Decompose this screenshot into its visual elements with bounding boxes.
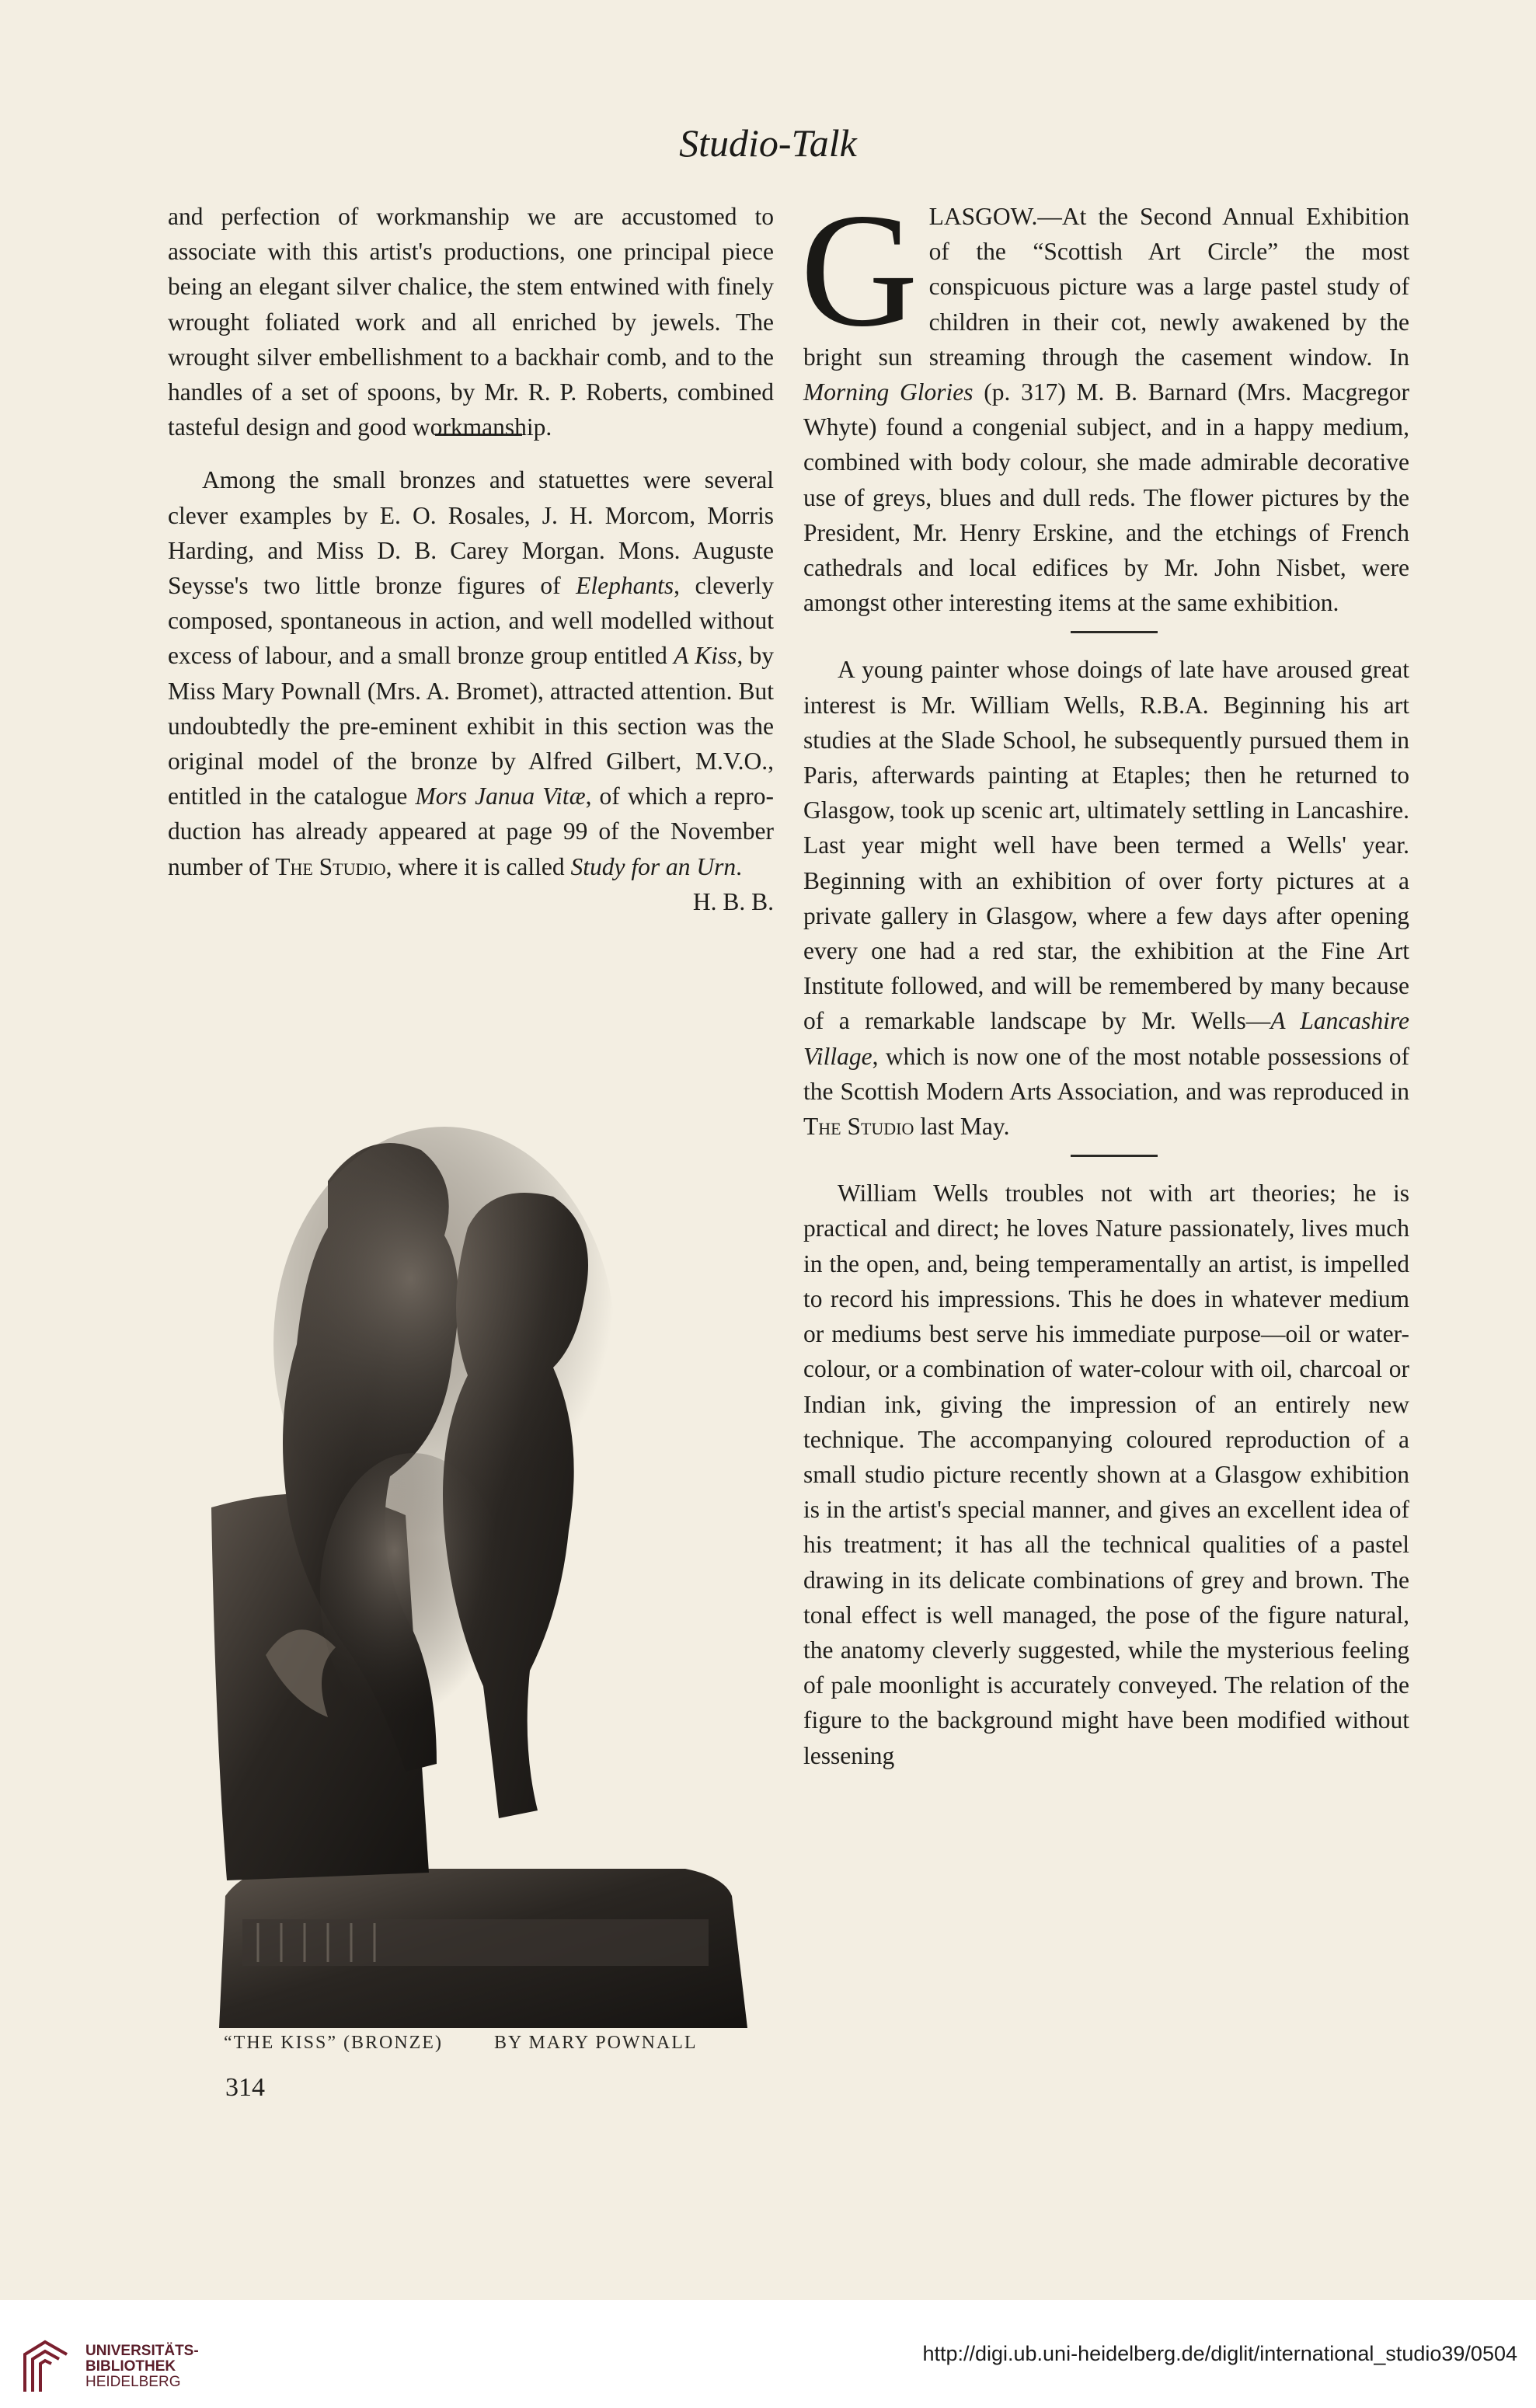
paragraph-glasgow-exhibition [800, 180, 1409, 620]
text-run: , where it is called [385, 852, 571, 880]
text-run: , cleverly composed, spontaneous in action, and well modelled without excess of labour, and a small bronze group entitled [168, 572, 774, 670]
caption-title: “THE KISS” (BRONZE) [224, 2033, 443, 2053]
title-study-for-an-urn: Study for an Urn [570, 852, 737, 880]
text-run: , by Miss Mary Pownall (Mrs. A. Bromet), attracted attention. But undoubtedly the pre-eminent exhibit in this section was the original model of the bronze by Alfred Gilbert, M.V.O., entitled in the catalogue [168, 642, 775, 810]
title-morning-glories: Morning Glories [803, 378, 973, 406]
paragraph-william-wells [803, 652, 1409, 1144]
base-molding [242, 1919, 709, 1966]
text-run: , of which a reproduction has already appeared at page 99 of the November number of [168, 782, 774, 880]
section-divider [1071, 631, 1158, 633]
library-name [85, 2344, 199, 2390]
text-run: last May. [914, 1113, 1010, 1141]
permalink-url[interactable]: http://digi.ub.uni-heidelberg.de/diglit/international_studio39/0504 [922, 2342, 1517, 2365]
paragraph-metalwork: and perfection of workmanship we are accustomed to associate with this artist's productions, one principal piece being an elegant silver chalice, the stem entwined with finely wrought foliated work and all enriched by jewels. The wrought silver embellishment to a backhair comb, and to the handles of a set of spoons, by Mr. R. P. Roberts, combined tasteful design and good workmanship. [168, 203, 774, 441]
sculpture-highlight [320, 1453, 507, 1733]
section-divider [1071, 1155, 1158, 1157]
title-elephants: Elephants [576, 572, 674, 600]
title-a-lancashire-village: A Lancashire Village [803, 1007, 1409, 1070]
magazine-name: The Studio [803, 1113, 914, 1141]
author-signature: H. B. B. [692, 887, 774, 915]
library-name-line: HEIDELBERG [85, 2374, 181, 2390]
running-head: Studio-Talk [679, 121, 857, 165]
caption-artist: BY MARY POWNALL [494, 2033, 698, 2053]
figure-caption [224, 2033, 783, 2054]
paragraph-bronzes [168, 462, 775, 915]
drop-cap: G [800, 180, 918, 361]
title-a-kiss: A Kiss [674, 642, 737, 670]
page-number: 314 [225, 2073, 265, 2102]
text-run: . [736, 852, 743, 880]
text-run: (p. 317) M. B. Barnard (Mrs. Macgregor Whyte) found a congenial subject, and in a happy medium, combined with body colour, she made admirable decorative use of greys, blues and dull reds. The flower pictures by the President, Mr. Henry Erskine, and the etchings of French cathedrals and local edifices by Mr. John Nisbet, were amongst other interesting items at the same exhibition. [803, 378, 1409, 617]
magazine-name: The Studio [275, 852, 386, 880]
library-name-line: BIBLIOTHEK [85, 2358, 176, 2375]
text-run: , which is now one of the most notable possessions of the Scottish Modern Arts Association, and was reproduced in [803, 1042, 1409, 1105]
paragraph-wells-technique: William Wells troubles not with art theories; he is practical and direct; he loves Nature passionately, lives much in the open, and, being temperamentally an artist, is impelled to record his impressions. This he does in whatever medium or mediums best serve his immediate purpose—oil or water-colour, or a combination of water-colour with oil, charcoal or Indian ink, giving the impression of an entirely new technique. The accompanying coloured reproduction of a small studio picture recently shown at a Glasgow exhibition is in the artist's special manner, and gives an excellent idea of his treatment; it has all the technical qualities of a pastel drawing in its delicate combinations of grey and brown. The tonal effect is well managed, the pose of the figure natural, the anatomy cleverly suggested, while the mysterious feeling of pale moonlight is accurately conveyed. The relation of the figure to the background might have been modified without lessening [803, 1180, 1409, 1769]
right-column [800, 180, 1409, 1773]
text-run: Among the small bronzes and statuettes were several clever examples by E. O. Rosales, J. H. Morcom, Morris Harding, and Miss D. B. Carey Morgan. Mons. Auguste Seysse's two little bronze figures of [168, 466, 774, 600]
text-run: A young painter whose doings of late have aroused great interest is Mr. William Wells, R.B.A. Beginning his art studies at the Slade School, he subsequently pursued them in Paris, afterwards painting at Etaples; then he returned to Glasgow, took up scenic art, ultimately settling in Lancashire. Last year might well have been termed a Wells' year. Beginning with an exhibition of over forty pictures at a private gallery in Glasgow, where a few days after opening every one had a red star, the exhibition at the Fine Art Institute followed, and will be remembered by many because of a remarkable landscape by Mr. Wells— [803, 656, 1409, 1035]
library-name-line: UNIVERSITÄTS- [85, 2343, 199, 2359]
bronze-sculpture-illustration [211, 1111, 755, 2036]
library-logo-icon [19, 2337, 73, 2396]
left-column [168, 199, 774, 919]
text-run: LASGOW.—At the Second Annual Exhibition of the “Scottish Art Circle” the most conspicuous picture was a large pastel study of children in their cot, newly awakened by the bright sun streaming through the casement window. In [803, 203, 1409, 371]
title-mors-janua-vitae: Mors Janua Vitæ [415, 782, 586, 810]
